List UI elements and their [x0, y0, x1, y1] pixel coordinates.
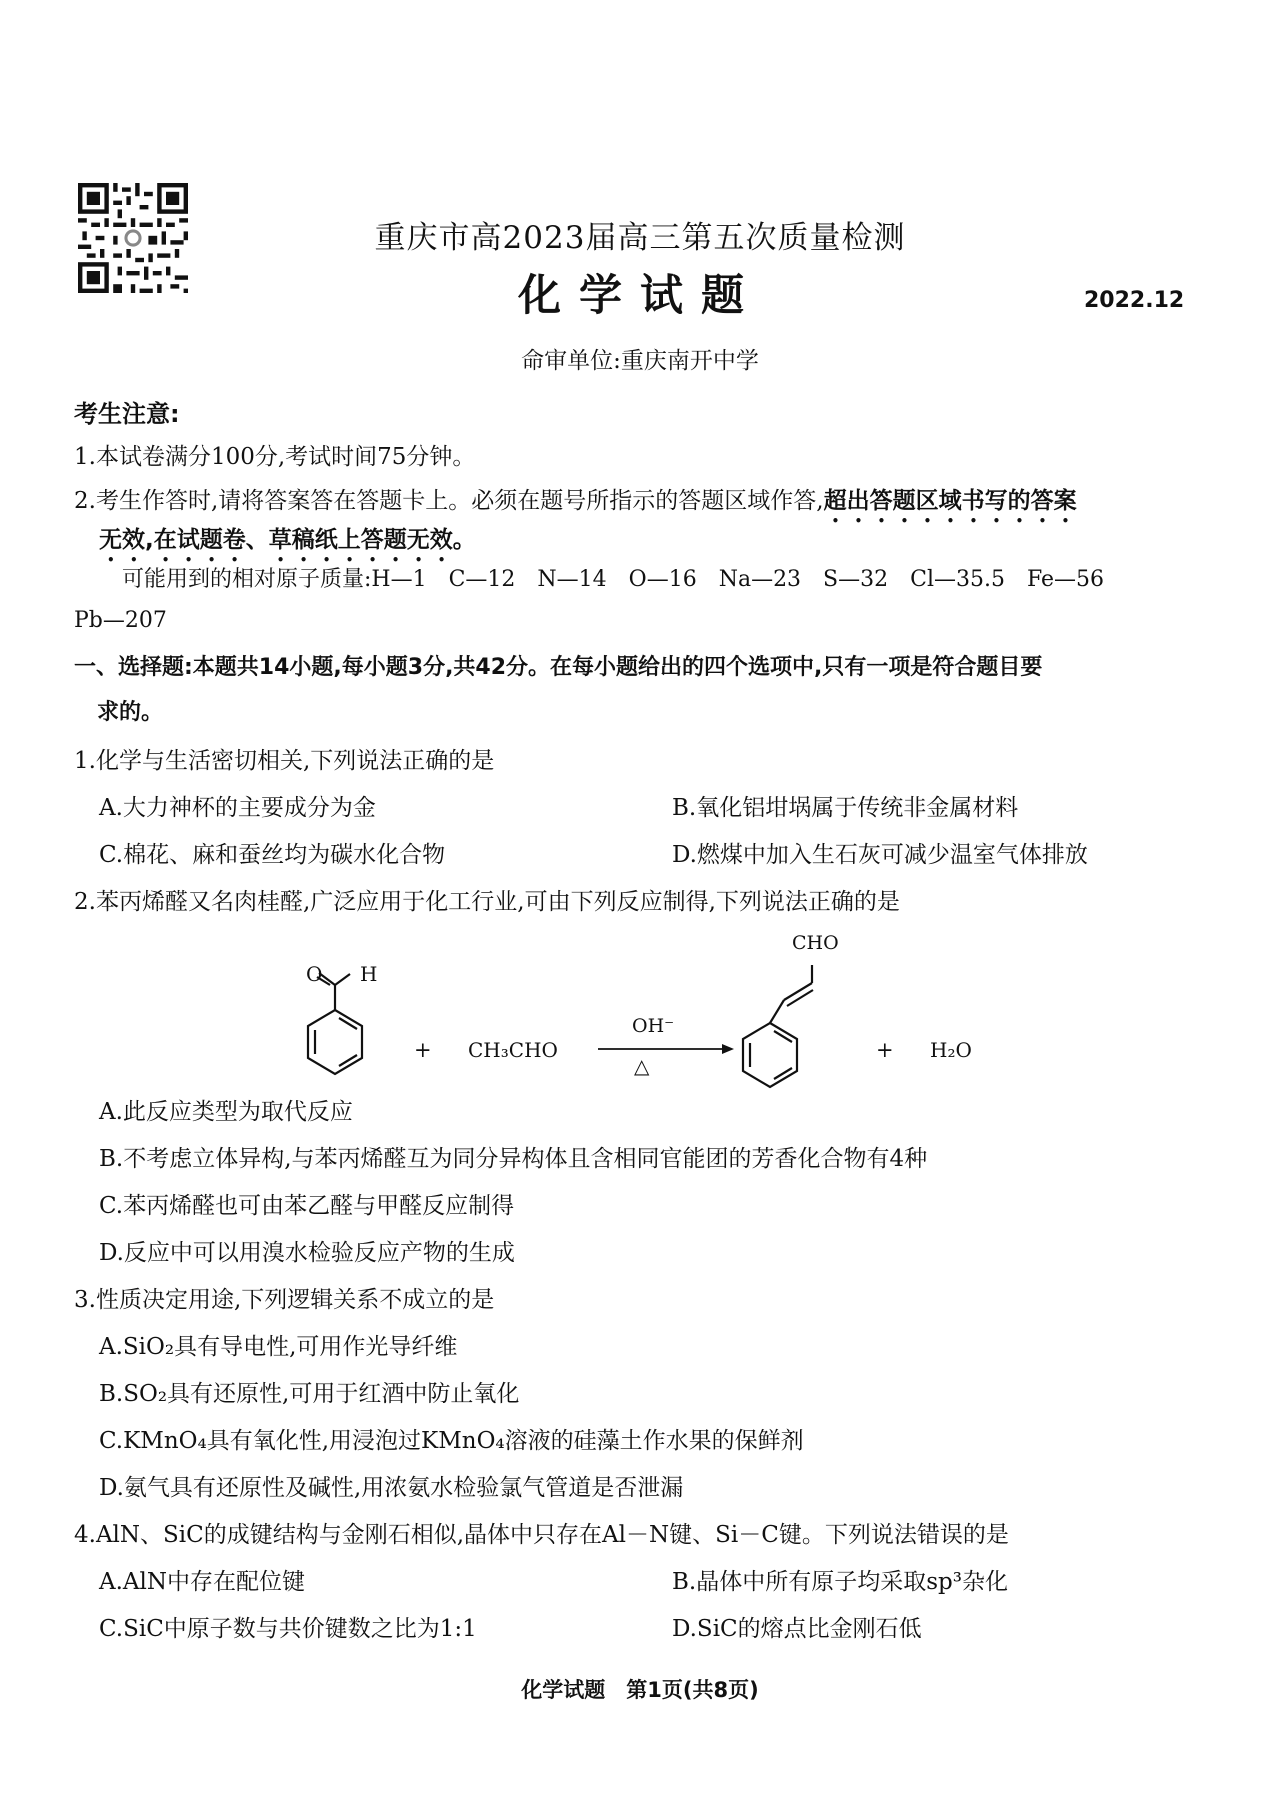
q4-option-a: A.AlN中存在配位键 [99, 1569, 306, 1595]
q3-option-b: B.SO₂具有还原性,可用于红酒中防止氧化 [99, 1381, 520, 1407]
subject-title: 化学试题 [518, 271, 762, 321]
notice-item-2-text: 2.考生作答时,请将答案答在答题卡上。必须在题号所指示的答题区域作答, [74, 488, 824, 514]
q2-option-d: D.反应中可以用溴水检验反应产物的生成 [99, 1240, 515, 1266]
acetaldehyde-label: CH₃CHO [468, 1038, 558, 1062]
q4-stem: 4.AlN、SiC的成键结构与金刚石相似,晶体中只存在Al－N键、Si－C键。下列说法错误的是 [74, 1522, 1009, 1548]
q1-option-c: C.棉花、麻和蚕丝均为碳水化合物 [99, 842, 446, 868]
plus-sign-2: + [876, 1038, 894, 1062]
notice-item-2-cont: 无效,在试题卷、草稿纸上答题无效。 [99, 527, 476, 553]
notice-item-1: 1.本试卷满分100分,考试时间75分钟。 [74, 444, 476, 470]
q2-option-c: C.苯丙烯醛也可由苯乙醛与甲醛反应制得 [99, 1193, 515, 1219]
water-label: H₂O [930, 1038, 972, 1062]
q3-option-c: C.KMnO₄具有氧化性,用浸泡过KMnO₄溶液的硅藻土作水果的保鲜剂 [99, 1428, 804, 1454]
notice-item-2-emphasis: 超出答题区域书写的答案 [823, 488, 1077, 514]
section-heading-cont: 求的。 [97, 700, 164, 725]
catalyst-label: OH⁻ [632, 1015, 675, 1037]
q3-option-a: A.SiO₂具有导电性,可用作光导纤维 [99, 1334, 458, 1360]
q4-option-b: B.晶体中所有原子均采取sp³杂化 [672, 1569, 1008, 1595]
cinnamaldehyde-structure [740, 955, 840, 1095]
q1-option-b: B.氧化铝坩埚属于传统非金属材料 [672, 795, 1019, 821]
q1-stem: 1.化学与生活密切相关,下列说法正确的是 [74, 748, 495, 774]
ald-hydrogen-label: H [360, 962, 378, 986]
atomic-masses-cont: Pb—207 [74, 608, 167, 633]
q3-option-d: D.氨气具有还原性及碱性,用浓氨水检验氯气管道是否泄漏 [99, 1475, 684, 1501]
product-cho-label: CHO [792, 932, 839, 954]
plus-sign-1: + [414, 1038, 432, 1062]
q4-option-d: D.SiC的熔点比金刚石低 [672, 1616, 922, 1642]
section-heading: 一、选择题:本题共14小题,每小题3分,共42分。在每小题给出的四个选项中,只有一项是符合题目要 [74, 655, 1043, 680]
q4-option-c: C.SiC中原子数与共价键数之比为1:1 [99, 1616, 477, 1642]
atomic-masses: 可能用到的相对原子质量:H—1 C—12 N—14 O—16 Na—23 S—32 Cl—35.5 Fe—56 [122, 567, 1105, 592]
q2-stem: 2.苯丙烯醛又名肉桂醛,广泛应用于化工行业,可由下列反应制得,下列说法正确的是 [74, 889, 900, 915]
q1-option-d: D.燃煤中加入生石灰可减少温室气体排放 [672, 842, 1088, 868]
q2-option-a: A.此反应类型为取代反应 [99, 1099, 353, 1125]
heat-label: △ [634, 1054, 650, 1078]
ald-oxygen-label: O [306, 962, 323, 986]
reaction-arrow-icon [596, 1042, 736, 1056]
author-unit: 命审单位:重庆南开中学 [521, 348, 759, 374]
q2-option-b: B.不考虑立体异构,与苯丙烯醛互为同分异构体且含相同官能团的芳香化合物有4种 [99, 1146, 928, 1172]
q3-stem: 3.性质决定用途,下列逻辑关系不成立的是 [74, 1287, 495, 1313]
page-footer: 化学试题 第1页(共8页) [521, 1678, 759, 1702]
exam-title: 重庆市高2023届高三第五次质量检测 [374, 220, 906, 256]
notice-heading: 考生注意: [74, 400, 180, 428]
q1-option-a: A.大力神杯的主要成分为金 [99, 795, 376, 821]
notice-item-2 [74, 488, 1077, 528]
exam-date: 2022.12 [1084, 288, 1185, 313]
